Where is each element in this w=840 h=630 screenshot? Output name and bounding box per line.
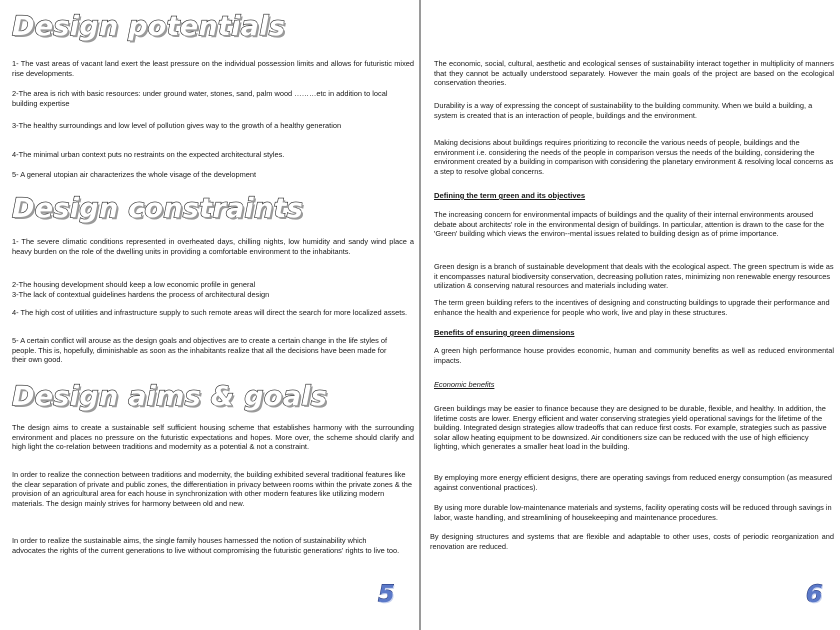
page-number-6: 6 [806, 580, 823, 608]
economic-paragraph-2: By employing more energy efficient designs, there are operating savings from reduced energy consumption (as measured against conventional practices). [434, 473, 832, 492]
potential-3: 3-The healthy surroundings and low level of pollution gives way to the growth of a healthy generation [12, 121, 342, 130]
economic-paragraph-4: By designing structures and systems that are flexible and adaptable to other uses, costs of periodic reorganization and renovation are reduced. [430, 532, 834, 551]
economic-paragraph-3: By using more durable low-maintenance materials and systems, facility operating costs will be reduced through savings in labor, waste handling, and streamlining of housekeeping and maintenance procedures. [434, 503, 832, 522]
right-page [421, 0, 840, 630]
potential-2: 2-The area is rich with basic resources: under ground water, stones, sand, palm wood ………etc in addition to local building expertise [12, 89, 388, 108]
intro-paragraph-1: The economic, social, cultural, aesthetic and ecological senses of sustainability interact together in multiplicity of manners that they cannot be actually understood separately. However the main goals of the project are based on the ecological conservation theories. [434, 59, 834, 88]
defining-green-subheading: Defining the term green and its objectives [434, 191, 586, 200]
design-constraints-heading: Design constraints [12, 193, 304, 224]
design-potentials-heading: Design potentials [12, 11, 286, 42]
aims-paragraph-2: In order to realize the connection between traditions and modernity, the building exhibited several traditional features like the clear separation of private and public zones, the differentiation in privacy between rooms within the private zones & the provision of an agricultural area for each house in synchronization with other modern features like utilizing modern materials. The design mainly strives for harmony between old and new. [12, 470, 413, 508]
potential-5: 5- A general utopian air characterizes the whole visage of the development [12, 170, 257, 179]
constraint-2: 2-The housing development should keep a low economic profile in general [12, 280, 256, 289]
constraint-3: 3-The lack of contextual guidelines hardens the process of architectural design [12, 290, 270, 299]
defining-paragraph-2: Green design is a branch of sustainable development that deals with the ecological aspect. The green spectrum is wide as it encompasses natural biodiversity conservation, decreasing pollution rates, minimizing non renewable energy resources utilization & conserving natural resources and materials including water. [434, 262, 834, 291]
potential-4: 4-The minimal urban context puts no restraints on the expected architectural styles. [12, 150, 285, 159]
constraint-1: 1- The severe climatic conditions represented in overheated days, chilling nights, low humidity and sandy wind place a heavy burden on the role of the dwelling units in providing a comfortable environment to the inhabitants. [12, 237, 414, 256]
design-aims-heading: Design aims & goals [12, 381, 328, 412]
left-page [0, 0, 419, 630]
constraint-4: 4- The high cost of utilities and infrastructure supply to such remote areas will direct the search for more localized assets. [12, 308, 408, 317]
constraint-5: 5- A certain conflict will arouse as the design goals and objectives are to create a certain change in the life styles of people. This is, hopefully, diminishable as soon as the inhabitants realize that all the decisions have been made for their own good. [12, 336, 388, 365]
defining-paragraph-3: The term green building refers to the incentives of designing and constructing buildings to upgrade their performance and enhance the health and experience for people who work, live and play in these structures. [434, 298, 830, 317]
intro-paragraph-2: Durability is a way of expressing the concept of sustainability to the building community. When we build a building, a system is created that is an interaction of people, buildings and the environment. [434, 101, 813, 120]
intro-paragraph-3: Making decisions about buildings requires prioritizing to reconcile the various needs of people, buildings and the environment i.e. considering the needs of the people in comparison versus the needs of the building, considering the environment created by a building in comparison with considering the planetary environment & resolving local concerns as a step to resolve global concerns. [434, 138, 834, 176]
benefits-intro: A green high performance house provides economic, human and community benefits as well as reduced environmental impacts. [434, 346, 834, 365]
aims-paragraph-1: The design aims to create a sustainable self sufficient housing scheme that establishes harmony with the surrounding environment and places no pressure on the futuristic expectations and hopes. More over, the scheme should clarify and high light the co-relation between traditions and modernity as a potential & not a constraint. [12, 423, 414, 452]
potential-1: 1- The vast areas of vacant land exert the least pressure on the individual possession limits and allows for futuristic mixed rise developments. [12, 59, 414, 78]
economic-benefits-subheading: Economic benefits [434, 380, 495, 389]
defining-paragraph-1: The increasing concern for environmental impacts of buildings and the quality of their internal environments aroused debate about architects' role in the environmental design of buildings. In particular, attention is drawn to the case for the 'Green' building which views the environ--mental issues related to building design as of prime importance. [434, 210, 825, 239]
page-number-5: 5 [378, 580, 395, 608]
benefits-subheading: Benefits of ensuring green dimensions [434, 328, 575, 337]
aims-paragraph-3: In order to realize the sustainable aims, the single family houses harnessed the notion of sustainability which advocates the rights of the current generations to live without compromising the futuristic generations' rights to live too. [12, 536, 400, 555]
economic-paragraph-1: Green buildings may be easier to finance because they are designed to be durable, flexible, and healthy. In addition, the lifetime costs are lower. Energy efficient and water conserving strategies yield operational savings for the lifetime of the building. Integrated design strategies allow tradeoffs that can reduce first costs. For example, strategies such as passive solar allow heating equipment to be downsized. Air conditioners size can be reduced with the use of high efficiency lighting, which generates a smaller heat load in the building. [434, 404, 827, 452]
